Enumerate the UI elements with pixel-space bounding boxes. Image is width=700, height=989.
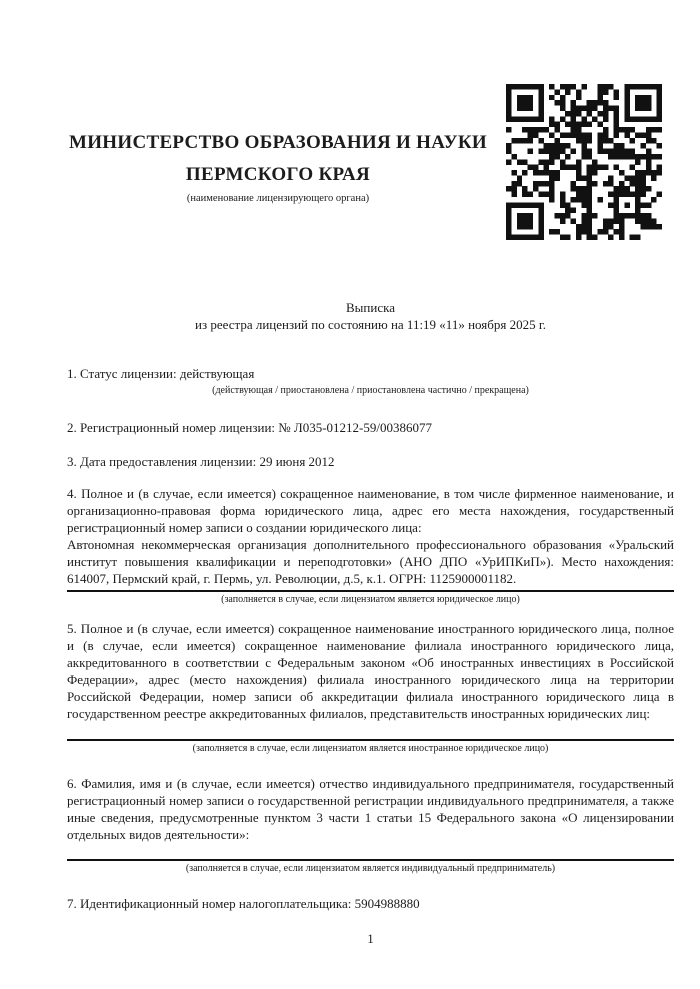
authority-name-line1: МИНИСТЕРСТВО ОБРАЗОВАНИЯ И НАУКИ bbox=[68, 132, 488, 153]
field-license-status-caption: (действующая / приостановлена / приостановлена частично / прекращена) bbox=[212, 385, 529, 396]
foreign-entity-underline bbox=[67, 739, 674, 741]
field-registration-number: 2. Регистрационный номер лицензии: № Л035-01212-59/00386077 bbox=[67, 420, 433, 435]
field-legal-entity-value: Автономная некоммерческая организация дополнительного профессионального образования «Уральский институт повышения квалификации и переподготовки» (АНО ДПО «УрИПКиП»). Место нахождения: 614007, Пермский край, г. Пермь, ул. Революции, д.5, к.1. ОГРН: 1125900001182. bbox=[67, 537, 674, 586]
document-body bbox=[67, 0, 674, 947]
entrepreneur-underline bbox=[67, 859, 674, 861]
field-entrepreneur-label: 6. Фамилия, имя и (в случае, если имеется) отчество индивидуального предпринимателя, государственный регистрационный номер записи о государственной регистрации индивидуального предпринимателя, а также иные сведения, предусмотренные пунктом 3 части 1 статьи 15 Федерального закона «О лицензировании отдельных видов деятельности»: bbox=[67, 776, 674, 842]
document-subtitle: из реестра лицензий по состоянию на 11:19 «11» ноября 2025 г. bbox=[195, 317, 546, 332]
field-legal-entity-caption: (заполняется в случае, если лицензиатом является юридическое лицо) bbox=[221, 594, 520, 605]
field-taxpayer-number: 7. Идентификационный номер налогоплательщика: 5904988880 bbox=[67, 896, 420, 911]
page-number: 1 bbox=[367, 931, 374, 946]
authority-caption: (наименование лицензирующего органа) bbox=[186, 193, 370, 204]
field-foreign-entity-caption: (заполняется в случае, если лицензиатом является иностранное юридическое лицо) bbox=[192, 743, 549, 754]
legal-entity-underline bbox=[67, 590, 674, 592]
field-entrepreneur-caption: (заполняется в случае, если лицензиатом является индивидуальный предприниматель) bbox=[185, 863, 556, 874]
document-title: Выписка bbox=[346, 300, 395, 315]
field-license-status: 1. Статус лицензии: действующая bbox=[67, 366, 255, 381]
field-legal-entity-label: 4. Полное и (в случае, если имеется) сокращенное наименование, в том числе фирменное наименование, и организационно-правовая форма юридического лица, адрес его места нахождения, государственный регистрационный номер записи о создании юридического лица: bbox=[67, 486, 674, 535]
authority-name-line2: ПЕРМСКОГО КРАЯ bbox=[185, 164, 371, 185]
field-grant-date: 3. Дата предоставления лицензии: 29 июня 2012 bbox=[67, 454, 335, 469]
field-foreign-entity-label: 5. Полное и (в случае, если имеется) сокращенное наименование иностранного юридического лица, полное и (в случае, если имеется) сокращенное наименование филиала иностранного юридического лица, аккредитованного в соответствии с Федеральным законом «Об иностранных инвестициях в Российской Федерации», адрес (место нахождения) филиала иностранного юридического лица на территории Российской Федерации, номер записи об аккредитации филиала иностранного юридического лица в государственном реестре аккредитованных филиалов, представительств иностранных юридических лиц: bbox=[67, 621, 674, 721]
